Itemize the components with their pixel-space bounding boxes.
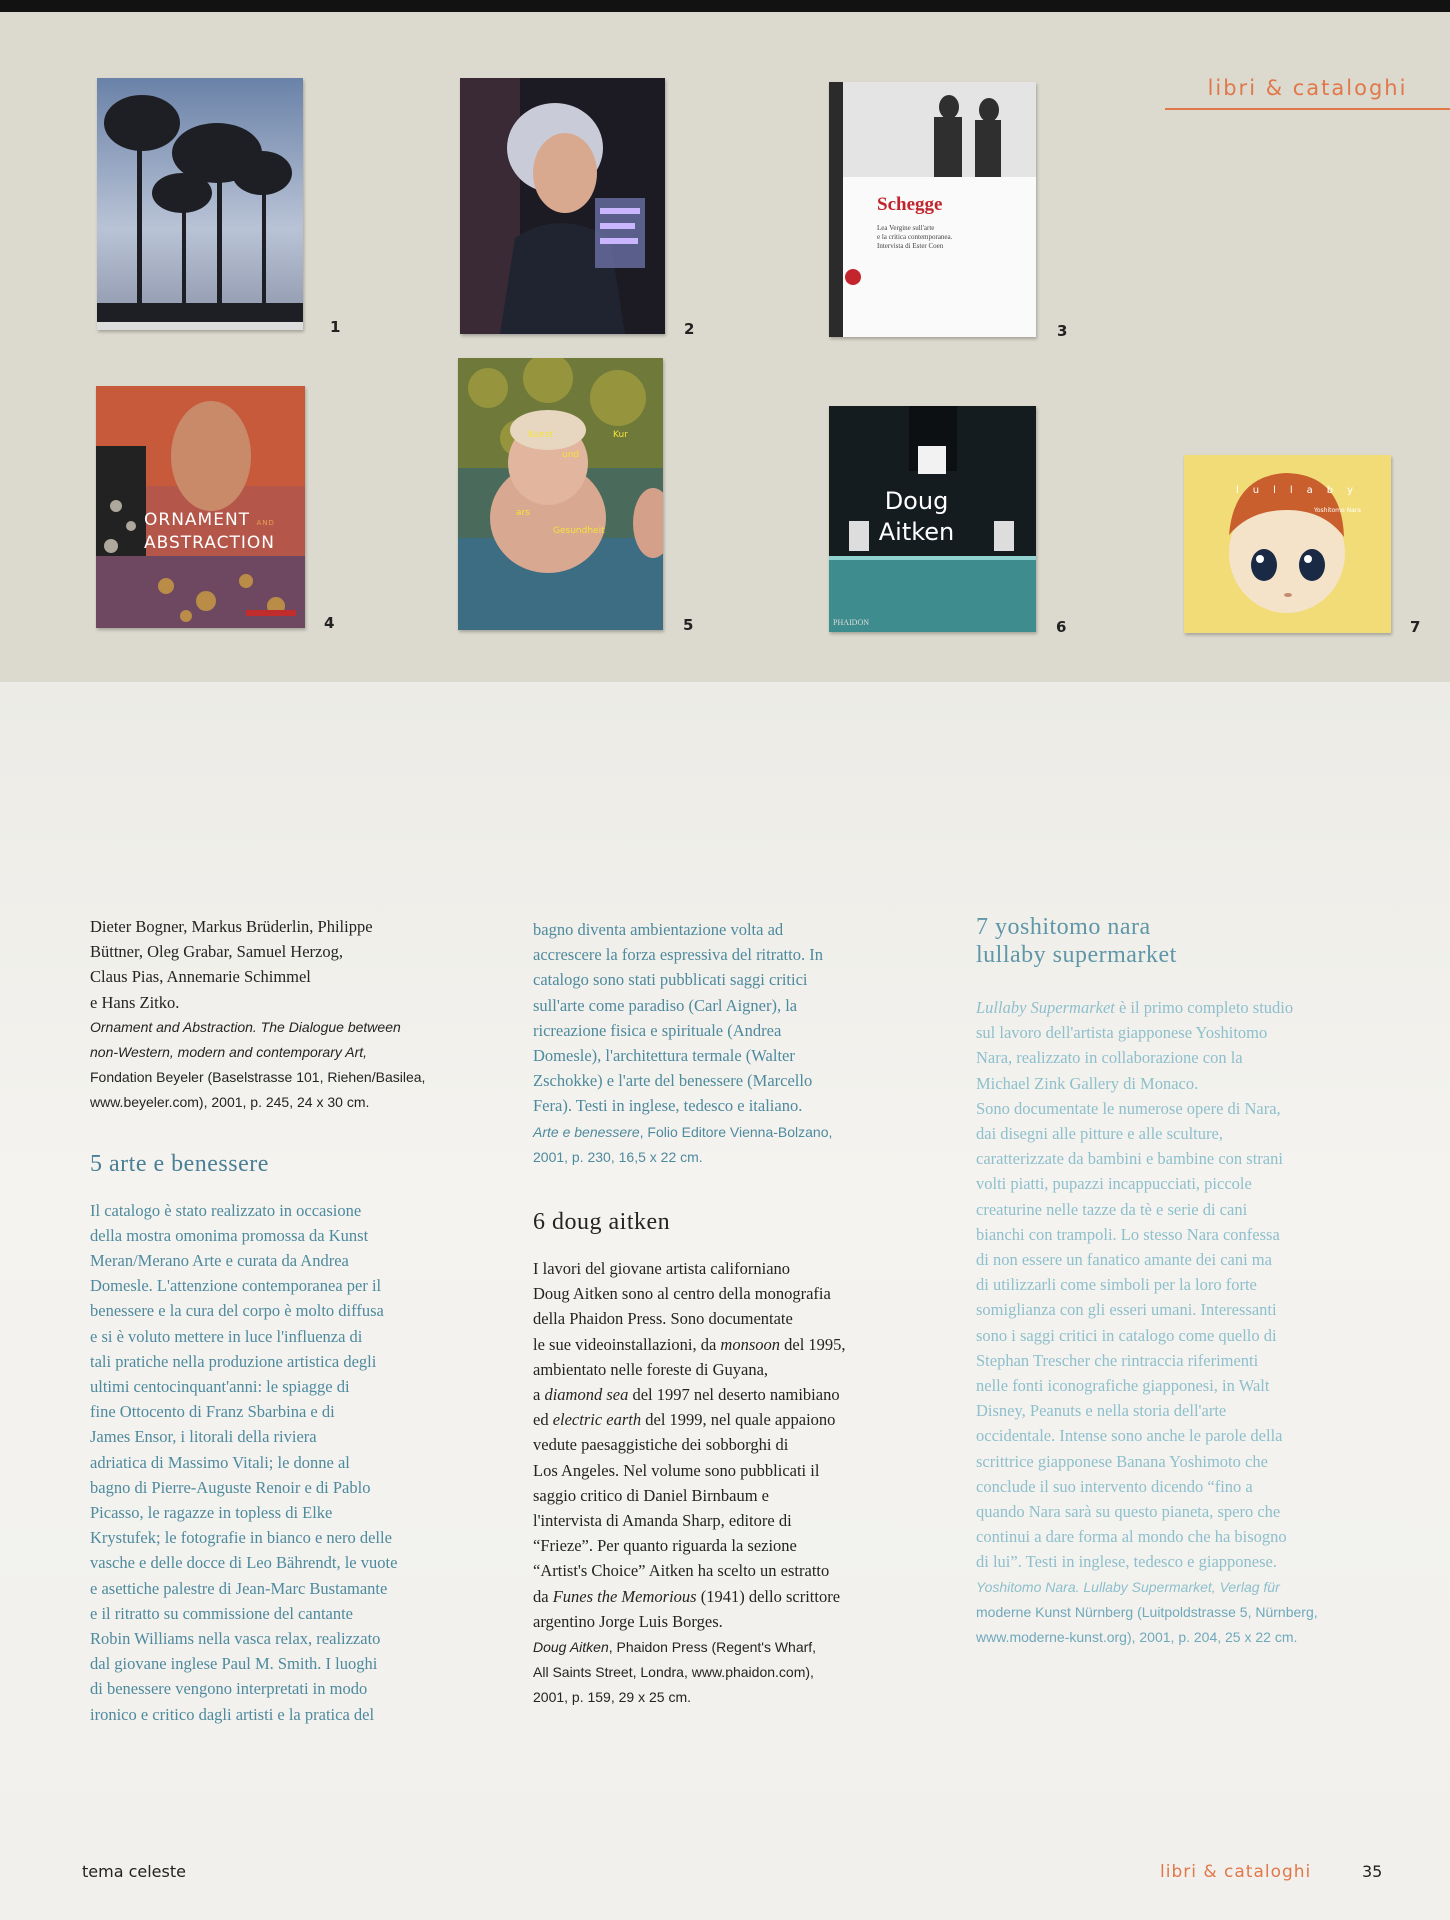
- cover-5-word-5: Gesundheit: [553, 526, 605, 536]
- text-line: Zschokke) e l'arte del benessere (Marcello: [533, 1071, 813, 1091]
- text-line: Stephan Trescher che rintraccia riferimenti: [976, 1350, 1259, 1370]
- text-line: creaturine nelle tazze da tè e serie di cani: [976, 1199, 1248, 1219]
- text-line: di lui”. Testi in inglese, tedesco e giapponese.: [976, 1552, 1277, 1572]
- body-doug-aitken: [533, 1256, 953, 1634]
- heading-yoshitomo-nara: [976, 913, 1416, 969]
- ref-title: Arte e benessere: [533, 1123, 640, 1140]
- text-line: dai disegni alle pitture e alle sculture,: [976, 1124, 1223, 1144]
- text-line: caratterizzate da bambini e bambine con strani: [976, 1149, 1283, 1169]
- text-line: occidentale. Intense sono anche le parole della: [976, 1426, 1283, 1446]
- text-line: Ornament and Abstraction. The Dialogue between: [90, 1018, 401, 1035]
- italic-title: electric earth: [552, 1410, 642, 1430]
- cover-6: [829, 406, 1036, 632]
- ref-info: 2001, p. 230, 16,5 x 22 cm.: [533, 1148, 703, 1165]
- text-line: da Funes the Memorious (1941) dello scrittore: [533, 1586, 841, 1606]
- ref-info: 2001, p. 159, 29 x 25 cm.: [533, 1689, 691, 1706]
- text-line: catalogo sono stati pubblicati saggi critici: [533, 970, 808, 990]
- text-line: della mostra omonima promossa da Kunst: [90, 1225, 369, 1245]
- cover-5-word-1: Kunst: [528, 430, 554, 440]
- ref-info: , Phaidon Press (Regent's Wharf,: [608, 1639, 817, 1656]
- text-line: e il ritratto su commissione del cantante: [90, 1603, 354, 1623]
- text-line: sull'arte come paradiso (Carl Aigner), la: [533, 995, 798, 1015]
- ref-title: Doug Aitken: [533, 1639, 609, 1656]
- cover-3-subtitle-3: Intervista di Ester Coen: [877, 242, 944, 250]
- text-line: ricreazione fisica e spirituale (Andrea: [533, 1020, 782, 1040]
- authors: [90, 914, 510, 1015]
- text-line: Domesle), l'architettura termale (Walter: [533, 1046, 795, 1066]
- body-arte-e-benessere-cont: [533, 917, 953, 1119]
- text-line: non-Western, modern and contemporary Art,: [90, 1044, 368, 1061]
- ref-doug-aitken: [533, 1634, 953, 1711]
- cover-3-title: Schegge: [877, 194, 943, 215]
- text-line: Krystufek; le fotografie in bianco e nero delle: [90, 1528, 392, 1548]
- cover-7-image: [1184, 455, 1391, 633]
- cover-5-image: [458, 358, 663, 630]
- cover-6-publisher: PHAIDON: [833, 618, 869, 627]
- text-line: Claus Pias, Annemarie Schimmel: [90, 967, 311, 987]
- text-line: tali pratiche nella produzione artistica degli: [90, 1351, 377, 1371]
- text-line: Sono documentate le numerose opere di Nara,: [976, 1098, 1281, 1118]
- cover-2-image: [460, 78, 665, 334]
- text-line: e Hans Zitko.: [90, 992, 180, 1012]
- magazine-name: tema celeste: [82, 1862, 186, 1881]
- top-edge: [0, 0, 1450, 12]
- cover-number: 5: [683, 616, 694, 634]
- cover-number: 4: [324, 614, 335, 632]
- cover-1: [97, 78, 303, 330]
- text-line: James Ensor, i litorali della riviera: [90, 1427, 317, 1447]
- text-line: Fera). Testi in inglese, tedesco e italiano.: [533, 1096, 803, 1116]
- italic-title: monsoon: [720, 1334, 780, 1354]
- text-line: nelle fonti iconografiche giapponesi, in Walt: [976, 1376, 1270, 1396]
- cover-4: [96, 386, 305, 628]
- text-line: Robin Williams nella vasca relax, realizzato: [90, 1629, 381, 1649]
- cover-4-image: [96, 386, 305, 628]
- text-line: ironico e critico dagli artisti e la pratica del: [90, 1704, 375, 1724]
- cover-7: [1184, 455, 1391, 633]
- cover-1-image: [97, 78, 303, 330]
- section-rule: [1165, 108, 1450, 110]
- ref-info: , Folio Editore Vienna-Bolzano,: [639, 1123, 833, 1140]
- text-line: ed electric earth del 1999, nel quale appaiono: [533, 1410, 836, 1430]
- text-line: Dieter Bogner, Markus Brüderlin, Philippe: [90, 917, 373, 936]
- text-line: saggio critico di Daniel Birnbaum e: [533, 1485, 769, 1505]
- text-line: argentino Jorge Luis Borges.: [533, 1611, 723, 1631]
- text-line: vedute paesaggistiche dei sobborghi di: [533, 1435, 789, 1455]
- italic-title: Funes the Memorious: [552, 1586, 697, 1606]
- cover-number: 7: [1410, 618, 1421, 636]
- cover-number: 2: [684, 320, 695, 338]
- cover-5-word-4: ars: [516, 508, 530, 518]
- text-line: continui a dare forma al mondo che ha bisogno: [976, 1527, 1287, 1547]
- text-line: le sue videoinstallazioni, da monsoon del 1995,: [533, 1334, 846, 1354]
- text-line: “Frieze”. Per quanto riguarda la sezione: [533, 1536, 797, 1556]
- text-line: www.beyeler.com), 2001, p. 245, 24 x 30 cm.: [90, 1094, 370, 1111]
- text-line: l'intervista di Amanda Sharp, editore di: [533, 1511, 792, 1531]
- heading-doug-aitken: 6 doug aitken: [533, 1209, 671, 1236]
- italic-title: diamond sea: [544, 1385, 629, 1405]
- cover-3-subtitle-2: e la critica contemporanea.: [877, 233, 953, 241]
- body-arte-e-benessere: [90, 1198, 510, 1727]
- cover-5-word-3: Kur: [613, 430, 628, 440]
- text-line: I lavori del giovane artista californiano: [533, 1259, 791, 1279]
- cover-3: [829, 82, 1036, 337]
- cover-4-title-2: ABSTRACTION: [144, 533, 275, 553]
- heading-line: 7 yoshitomo nara: [976, 914, 1151, 940]
- text-line: ambientato nelle foreste di Guyana,: [533, 1359, 769, 1379]
- heading-line: lullaby supermarket: [976, 942, 1177, 968]
- cover-number: 3: [1057, 322, 1068, 340]
- ref-line: moderne Kunst Nürnberg (Luitpoldstrasse 5, Nürnberg,: [976, 1603, 1318, 1620]
- text-line: “Artist's Choice” Aitken ha scelto un estratto: [533, 1561, 830, 1581]
- column-3: [976, 913, 1416, 1650]
- cover-4-title-1: ORNAMENT: [144, 510, 251, 530]
- ref-info: [90, 1065, 510, 1115]
- page-number: 35: [1362, 1862, 1383, 1881]
- text-line: e asettiche palestre di Jean-Marc Bustamante: [90, 1578, 388, 1598]
- text-line: Los Angeles. Nel volume sono pubblicati il: [533, 1460, 820, 1480]
- text-line: bianchi con trampoli. Lo stesso Nara confessa: [976, 1224, 1280, 1244]
- text-line: somiglianza con gli esseri umani. Interessanti: [976, 1300, 1277, 1320]
- cover-7-subtitle: Yoshitomo Nara: [1314, 507, 1361, 514]
- text-line: Nara, realizzato in collaborazione con la: [976, 1048, 1243, 1068]
- text-line: Büttner, Oleg Grabar, Samuel Herzog,: [90, 942, 343, 962]
- text-line: dal giovane inglese Paul M. Smith. I luoghi: [90, 1654, 378, 1674]
- cover-4-title-and: AND: [256, 519, 275, 527]
- text-line: conclude il suo intervento dicendo “fino a: [976, 1476, 1253, 1496]
- text-line: accrescere la forza espressiva del ritratto. In: [533, 945, 823, 965]
- text-line: benessere e la cura del corpo è molto diffusa: [90, 1301, 384, 1321]
- heading-arte-e-benessere: 5 arte e benessere: [90, 1150, 269, 1177]
- body-yoshitomo-nara: [976, 995, 1416, 1575]
- text-line: di utilizzarli come simboli per la loro forte: [976, 1275, 1257, 1295]
- ref-title: [90, 1015, 510, 1065]
- text-line: Lullaby Supermarket è il primo completo studio: [976, 998, 1294, 1017]
- text-line: Michael Zink Gallery di Monaco.: [976, 1073, 1199, 1093]
- text-line: a diamond sea del 1997 nel deserto namibiano: [533, 1385, 840, 1405]
- section-label: libri & cataloghi: [1207, 76, 1408, 100]
- cover-6-title-2: Aitken: [878, 518, 955, 546]
- text-line: volti piatti, pupazzi incappucciati, piccole: [976, 1174, 1252, 1194]
- text-line: adriatica di Massimo Vitali; le donne al: [90, 1452, 350, 1472]
- text-line: e si è voluto mettere in luce l'influenza di: [90, 1326, 363, 1346]
- column-2: [533, 917, 953, 1711]
- cover-6-title-1: Doug: [884, 487, 949, 515]
- text-line: Picasso, le ragazze in topless di Elke: [90, 1503, 333, 1523]
- cover-number: 1: [330, 318, 341, 336]
- cover-number: 6: [1056, 618, 1067, 636]
- text-line: quando Nara sarà su questo pianeta, spero che: [976, 1502, 1281, 1522]
- text-line: Il catalogo è stato realizzato in occasione: [90, 1200, 362, 1220]
- text-line: vasche e delle docce di Leo Bährendt, le vuote: [90, 1553, 398, 1573]
- text-line: sono i saggi critici in catalogo come quello di: [976, 1325, 1277, 1345]
- text-line: Fondation Beyeler (Baselstrasse 101, Riehen/Basilea,: [90, 1069, 426, 1086]
- cover-5: [458, 358, 663, 630]
- text-line: fine Ottocento di Franz Sbarbina e di: [90, 1402, 335, 1422]
- ref-info: All Saints Street, Londra, www.phaidon.com),: [533, 1664, 814, 1681]
- ref-yoshitomo-nara: [976, 1575, 1416, 1651]
- text-line: di non essere un fanatico amante dei cani ma: [976, 1250, 1272, 1270]
- text-line: Doug Aitken sono al centro della monografia: [533, 1284, 831, 1304]
- cover-3-subtitle-1: Lea Vergine sull'arte: [877, 224, 935, 232]
- text-line: bagno di Pierre-Auguste Renoir e di Pablo: [90, 1477, 371, 1497]
- cover-5-word-2: und: [562, 450, 580, 460]
- cover-7-title: lullaby: [1236, 485, 1368, 496]
- text-line: Meran/Merano Arte e curata da Andrea: [90, 1251, 349, 1271]
- text-line: di benessere vengono interpretati in modo: [90, 1679, 368, 1699]
- footer-section: libri & cataloghi: [1160, 1862, 1312, 1882]
- italic-title: Lullaby Supermarket: [976, 998, 1115, 1017]
- text-line: scrittrice giapponese Banana Yoshimoto che: [976, 1451, 1268, 1471]
- ref-line: Yoshitomo Nara. Lullaby Supermarket, Verlag für: [976, 1578, 1280, 1595]
- text-line: ultimi centocinquant'anni: le spiagge di: [90, 1377, 350, 1397]
- cover-2: [460, 78, 665, 334]
- text-line: sul lavoro dell'artista giapponese Yoshitomo: [976, 1023, 1268, 1043]
- ref-line: www.moderne-kunst.org), 2001, p. 204, 25 x 22 cm.: [976, 1629, 1298, 1646]
- text-line: bagno diventa ambientazione volta ad: [533, 920, 784, 939]
- column-1: [90, 914, 510, 1727]
- text-line: Domesle. L'attenzione contemporanea per il: [90, 1276, 382, 1296]
- text-line: della Phaidon Press. Sono documentate: [533, 1309, 793, 1329]
- text-line: Disney, Peanuts e nella storia dell'arte: [976, 1401, 1227, 1421]
- ref-arte-e-benessere: [533, 1119, 953, 1170]
